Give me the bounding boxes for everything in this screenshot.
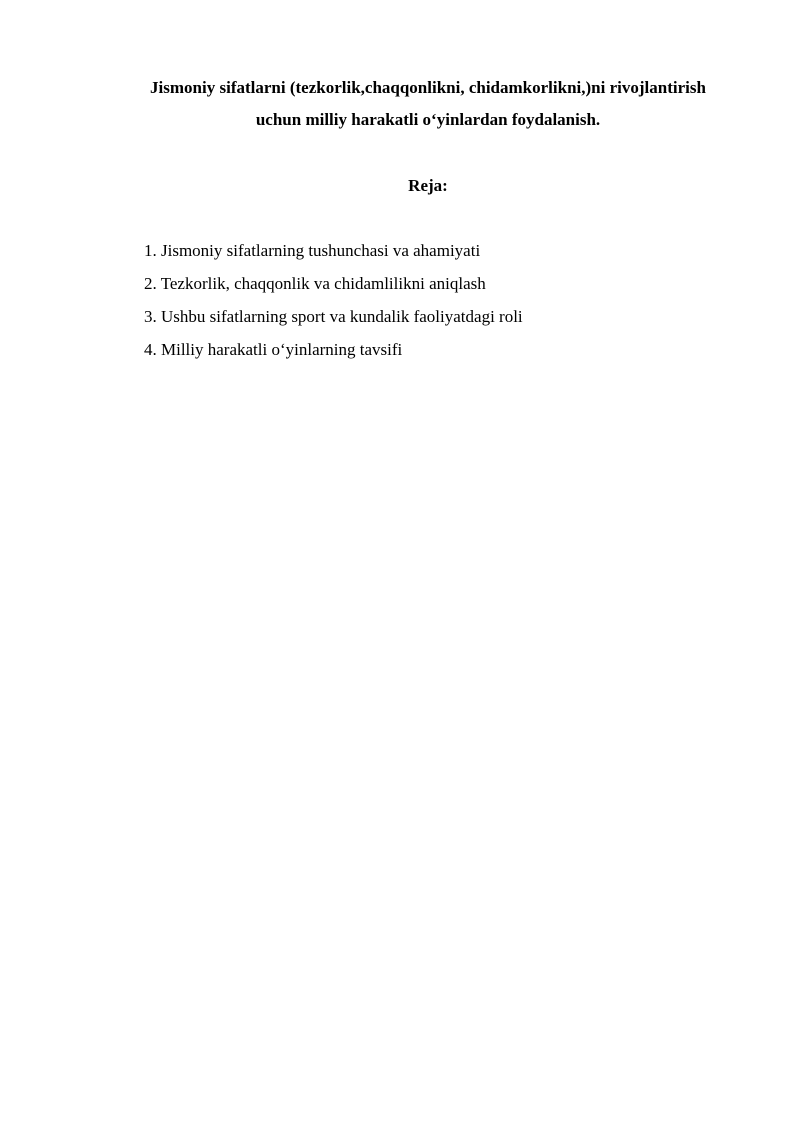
plan-item-2: 2. Tezkorlik, chaqqonlik va chidamlilikni aniqlash xyxy=(144,274,486,293)
plan-heading: Reja: xyxy=(408,176,448,195)
plan-item-3: 3. Ushbu sifatlarning sport va kundalik faoliyatdagi roli xyxy=(144,307,523,326)
title-line-1: Jismoniy sifatlarni (tezkorlik,chaqqonlikni, chidamkorlikni,)ni rivojlantirish xyxy=(150,78,706,97)
title-line-2: uchun milliy harakatli o‘yinlardan foydalanish. xyxy=(255,110,601,129)
document-title xyxy=(100,72,756,136)
plan-list xyxy=(144,234,523,366)
plan-item-1: 1. Jismoniy sifatlarning tushunchasi va ahamiyati xyxy=(144,241,481,260)
plan-item-4: 4. Milliy harakatli o‘yinlarning tavsifi xyxy=(144,340,403,359)
